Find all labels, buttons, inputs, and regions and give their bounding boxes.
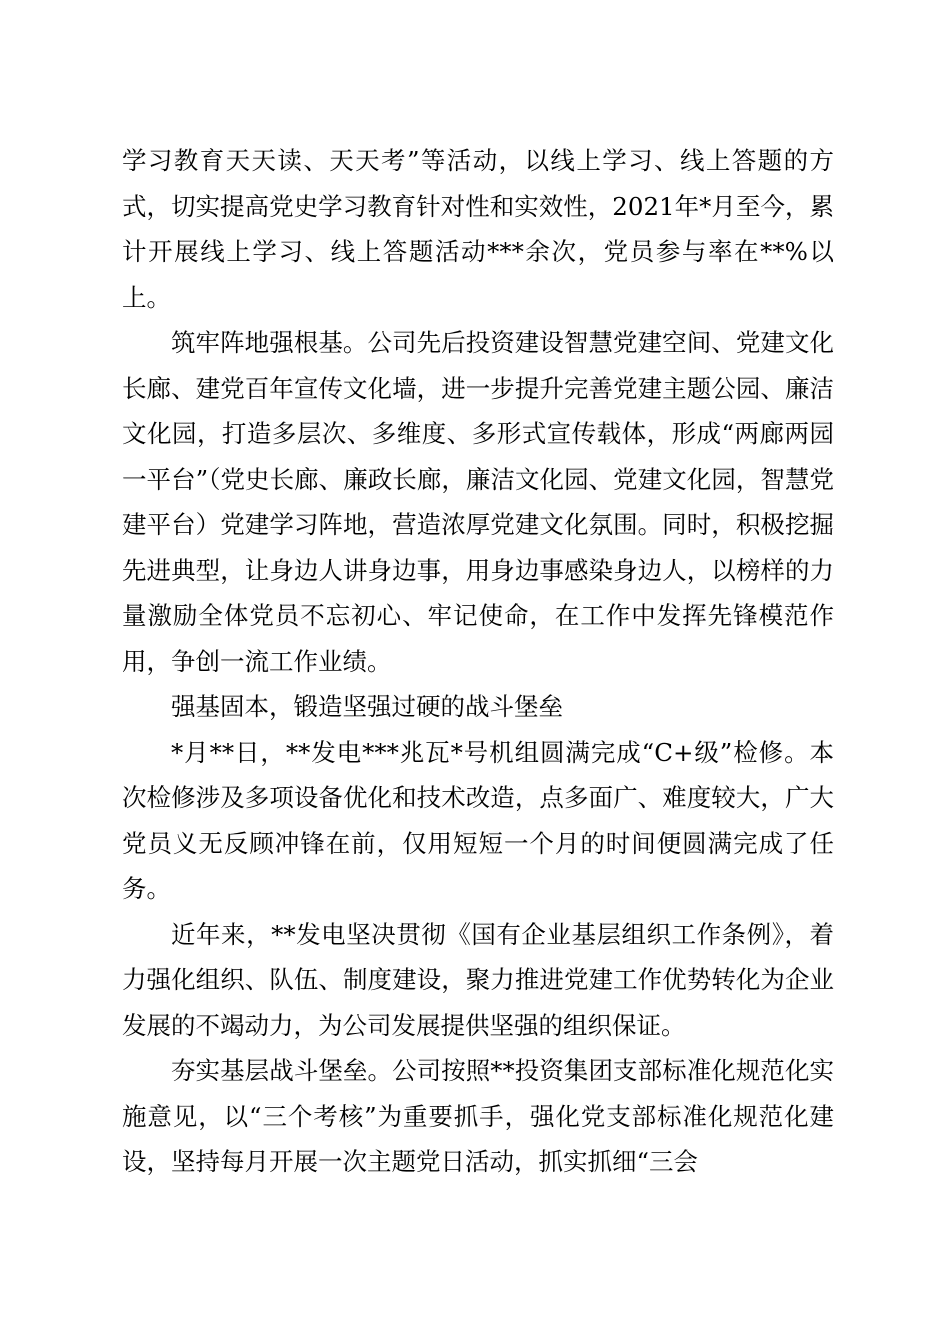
paragraph-2: 筑牢阵地强根基。公司先后投资建设智慧党建空间、党建文化长廊、建党百年宣传文化墙，进一步提升完善党建主题公园、廉洁文化园，打造多层次、多维度、多形式宣传载体，形成“两廊两园一平台”（党史长廊、廉政长廊，廉洁文化园、党建文化园，智慧党建平台）党建学习阵地，营造浓厚党建文化氛围。同时，积极挖掘先进典型，让身边人讲身边事，用身边事感染身边人，以榜样的力量激励全体党员不忘初心、牢记使命，在工作中发挥先锋模范作用，争创一流工作业绩。 <box>122 328 834 676</box>
section-heading: 强基固本，锻造坚强过硬的战斗堡垒 <box>171 692 563 721</box>
paragraph-5: 近年来，**发电坚决贯彻《国有企业基层组织工作条例》，着力强化组织、队伍、制度建设，聚力推进党建工作优势转化为企业发展的不竭动力，为公司发展提供坚强的组织保证。 <box>122 919 834 1040</box>
document-body <box>122 138 834 1185</box>
paragraph-6: 夯实基层战斗堡垒。公司按照**投资集团支部标准化规范化实施意见，以“三个考核”为重要抓手，强化党支部标准化规范化建设，坚持每月开展一次主题党日活动，抓实抓细“三会 <box>122 1056 834 1176</box>
paragraph-4: *月**日，**发电***兆瓦*号机组圆满完成“C+级”检修。本次检修涉及多项设备优化和技术改造，点多面广、难度较大，广大党员义无反顾冲锋在前，仅用短短一个月的时间便圆满完成了任务。 <box>122 737 834 903</box>
paragraph-1: 学习教育天天读、天天考”等活动，以线上学习、线上答题的方式，切实提高党史学习教育针对性和实效性，2021年*月至今，累计开展线上学习、线上答题活动***余次，党员参与率在**%以上。 <box>122 146 834 312</box>
